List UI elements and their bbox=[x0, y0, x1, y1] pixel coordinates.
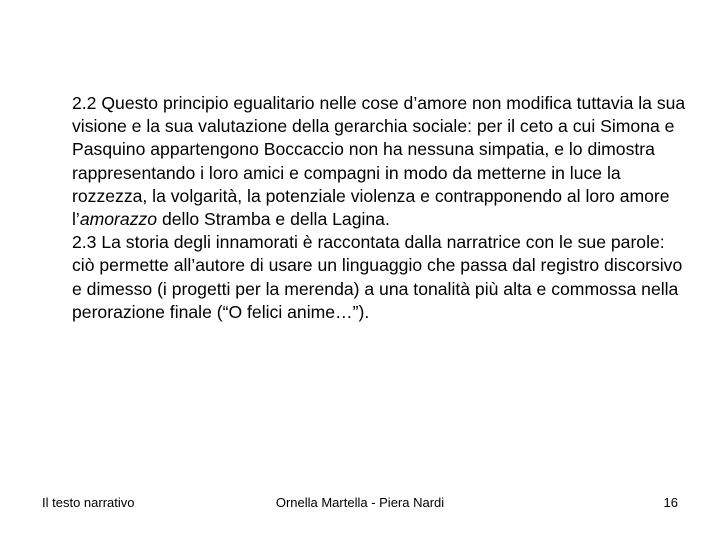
paragraph-2-3-text: 2.3 La storia degli innamorati è raccontata dalla narratrice con le sue parole: ciò permette all’autore di usare un linguaggio che passa dal registro discorsivo e dimesso (i progetti per la merenda) a una tonalità più alta e commossa nella perorazione finale (“O felici anime…”). bbox=[72, 232, 683, 322]
paragraph-2-3 bbox=[72, 231, 692, 324]
paragraph-2-2-text-2: dello Stramba e della Lagina. bbox=[157, 209, 390, 230]
slide-body bbox=[72, 92, 692, 324]
paragraph-2-2-italic-word: amorazzo bbox=[79, 209, 158, 230]
footer-authors: Ornella Martella - Piera Nardi bbox=[275, 495, 445, 510]
page-number: 16 bbox=[663, 495, 678, 510]
paragraph-2-2-text-1: 2.2 Questo principio egualitario nelle cose d’amore non modifica tuttavia la sua visione e la sua valutazione della gerarchia sociale: per il ceto a cui Simona e Pasquino appartengono Boccaccio non ha nessuna simpatia, e lo dimostra rappresentando i loro amici e compagni in modo da metterne in luce la rozzezza, la volgarità, la potenziale violenza e contrapponendo al loro amore l’ bbox=[72, 93, 686, 230]
footer-title: Il testo narrativo bbox=[42, 495, 135, 510]
paragraph-2-2 bbox=[72, 92, 692, 231]
